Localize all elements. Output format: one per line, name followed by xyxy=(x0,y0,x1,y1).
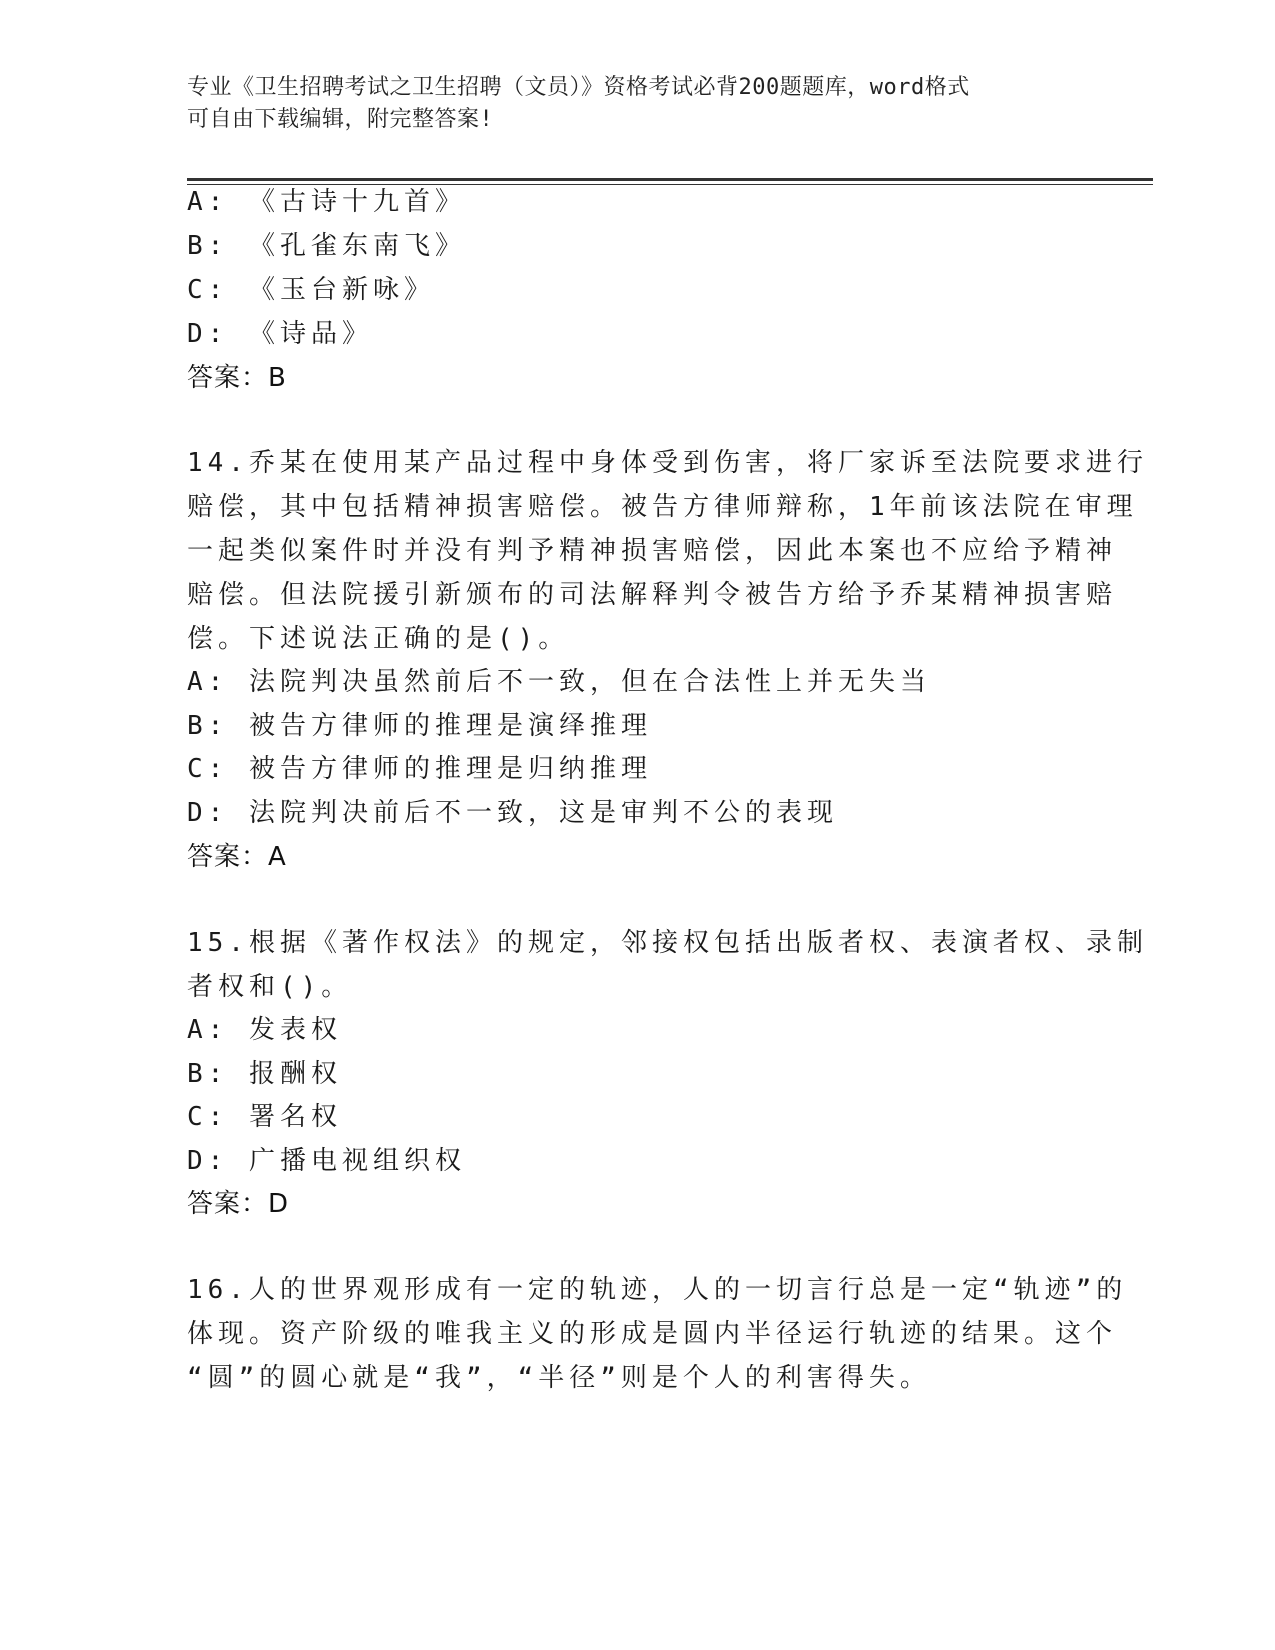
question-13-option-c: C: 《玉台新咏》 xyxy=(187,275,435,305)
question-15-option-b: B: 报酬权 xyxy=(187,1059,342,1089)
question-14-answer: 答案：A xyxy=(187,842,287,872)
question-14-option-c: C: 被告方律师的推理是归纳推理 xyxy=(187,754,652,784)
question-16-text-line-2: 体现。资产阶级的唯我主义的形成是圆内半径运行轨迹的结果。这个 xyxy=(187,1319,1118,1349)
question-15-answer: 答案：D xyxy=(187,1189,290,1219)
document-header xyxy=(187,72,1087,136)
question-14-text-line-3: 一起类似案件时并没有判予精神损害赔偿，因此本案也不应给予精神 xyxy=(187,536,1118,566)
question-14-text-line-1: 14.乔某在使用某产品过程中身体受到伤害，将厂家诉至法院要求进行 xyxy=(187,448,1148,478)
question-16-text-line-3: “圆”的圆心就是“我”，“半径”则是个人的利害得失。 xyxy=(187,1363,931,1393)
question-15-option-d: D: 广播电视组织权 xyxy=(187,1146,466,1176)
question-14-text-line-4: 赔偿。但法院援引新颁布的司法解释判令被告方给予乔某精神损害赔 xyxy=(187,580,1118,610)
header-line-1: 专业《卫生招聘考试之卫生招聘（文员）》资格考试必背200题题库，word格式 xyxy=(187,75,970,100)
header-line-2: 可自由下载编辑，附完整答案! xyxy=(187,107,494,132)
question-13-option-a: A: 《古诗十九首》 xyxy=(187,187,466,217)
question-16-text-line-1: 16.人的世界观形成有一定的轨迹，人的一切言行总是一定“轨迹”的 xyxy=(187,1275,1128,1305)
question-14-text-line-5: 偿。下述说法正确的是()。 xyxy=(187,624,570,654)
question-13-option-d: D: 《诗品》 xyxy=(187,319,373,349)
question-14-option-d: D: 法院判决前后不一致，这是审判不公的表现 xyxy=(187,798,838,828)
question-14-option-b: B: 被告方律师的推理是演绎推理 xyxy=(187,711,652,741)
question-15-text-line-1: 15.根据《著作权法》的规定，邻接权包括出版者权、表演者权、录制 xyxy=(187,928,1148,958)
question-15-text-line-2: 者权和()。 xyxy=(187,972,353,1002)
question-15-option-c: C: 署名权 xyxy=(187,1102,342,1132)
question-14-text-line-2: 赔偿，其中包括精神损害赔偿。被告方律师辩称，1年前该法院在审理 xyxy=(187,492,1138,522)
question-14-option-a: A: 法院判决虽然前后不一致，但在合法性上并无失当 xyxy=(187,667,931,697)
question-13-option-b: B: 《孔雀东南飞》 xyxy=(187,231,466,261)
question-13-answer: 答案：B xyxy=(187,363,287,393)
question-15-option-a: A: 发表权 xyxy=(187,1015,342,1045)
